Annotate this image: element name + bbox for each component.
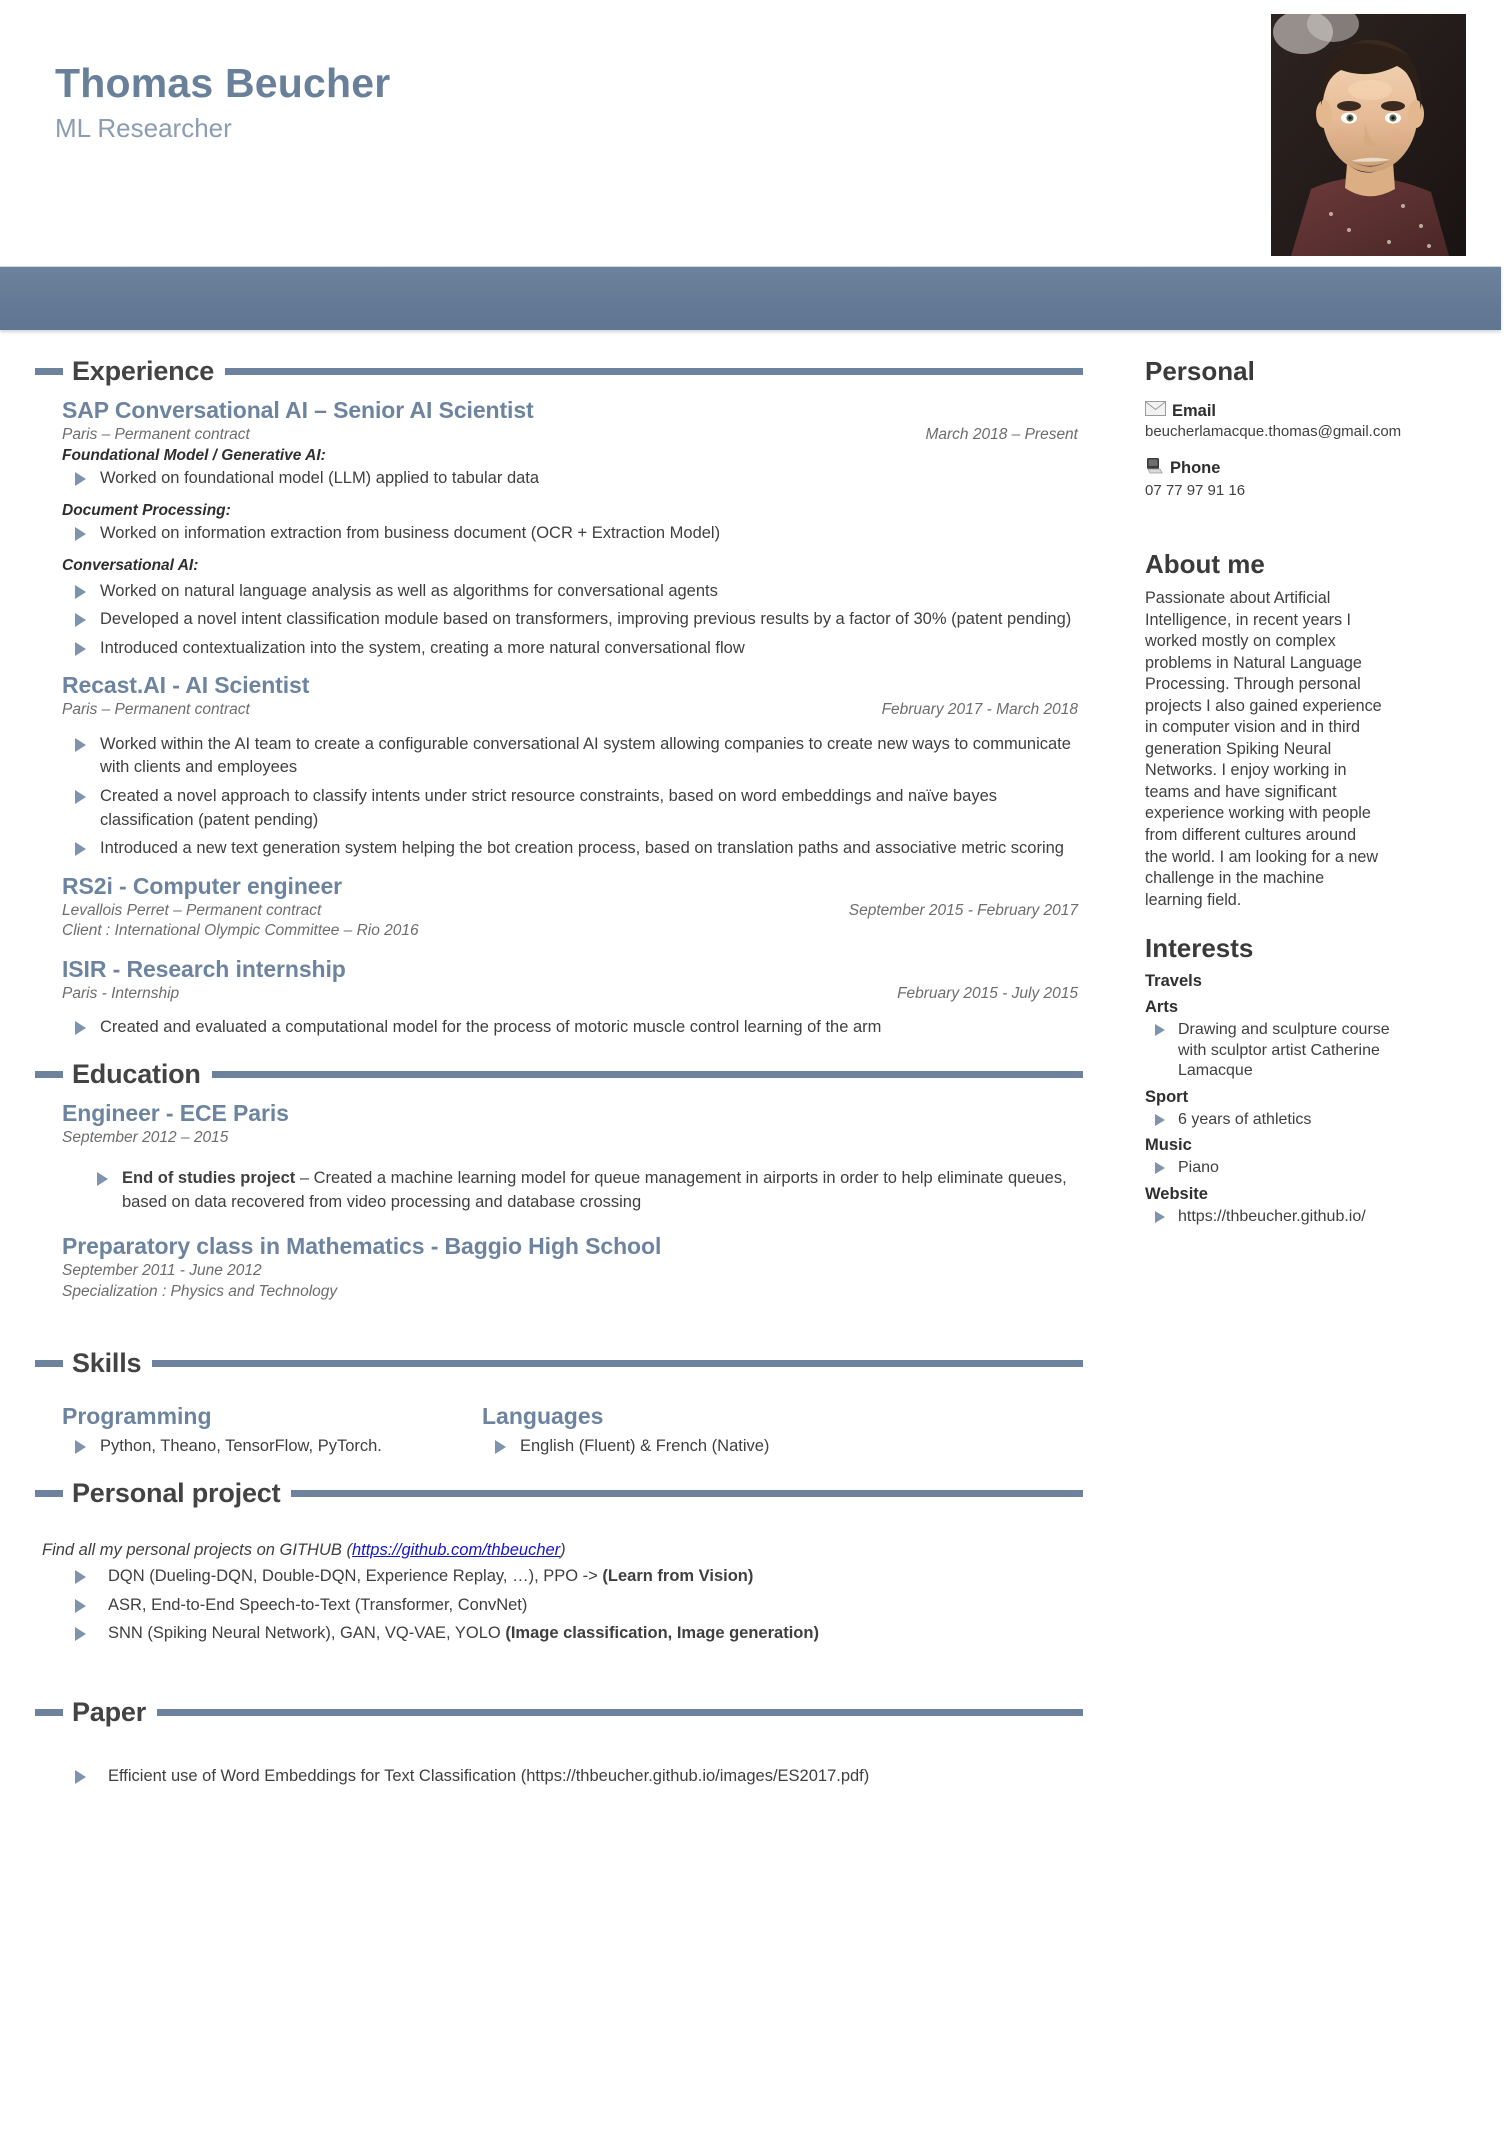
spacer [62, 1148, 1078, 1162]
github-intro-line [42, 1541, 1078, 1560]
interest-list [1145, 1158, 1475, 1178]
section-dash [35, 1490, 63, 1497]
experience-entry-rs2i [0, 873, 1100, 942]
phone-icon [1145, 457, 1164, 480]
list-item [62, 522, 1078, 546]
entry-group-label: Foundational Model / Generative AI: [62, 447, 326, 465]
interest-group-arts [1145, 998, 1475, 1081]
entry-title: ISIR - Research internship [62, 955, 346, 982]
entry-title: SAP Conversational AI – Senior AI Scientist [62, 397, 534, 423]
experience-entry-sap [0, 397, 1100, 660]
entry-bullet-list [62, 522, 1078, 546]
contact-email-label: Email [1172, 401, 1217, 420]
skills-heading: Programming [62, 1403, 212, 1430]
entry-dates: March 2018 – Present [925, 426, 1078, 443]
entry-dates: February 2017 - March 2018 [881, 701, 1078, 719]
section-rule [225, 368, 1083, 375]
section-rule [157, 1709, 1083, 1716]
section-header-paper [0, 1697, 1100, 1728]
interest-list [1145, 1110, 1475, 1130]
experience-entry-recast [0, 672, 1100, 860]
entry-dates: September 2011 - June 2012 [62, 1262, 262, 1280]
list-item-text: Introduced a new text generation system helping the bot creation process, based on translation paths and associative metric scoring [100, 839, 1064, 858]
page-header [0, 0, 1511, 266]
entry-meta [62, 984, 1078, 1004]
entry-bullet-list [62, 1016, 1078, 1040]
list-item [1145, 1207, 1408, 1227]
interest-group-website [1145, 1185, 1475, 1227]
skills-list [62, 1435, 482, 1459]
triangle-bullet-icon [97, 1172, 108, 1186]
contact-phone-block [1145, 457, 1475, 501]
skills-columns [0, 1403, 1100, 1464]
skills-column-languages [482, 1403, 902, 1464]
list-item [62, 1016, 1078, 1040]
entry-group-label: Document Processing: [62, 502, 231, 520]
sidebar-column [1145, 356, 1475, 1233]
entry-bullet-list [62, 580, 1078, 661]
envelope-icon [1145, 401, 1166, 421]
entry-dates: September 2015 - February 2017 [848, 901, 1078, 919]
section-dash [35, 1360, 63, 1367]
list-item-text: Worked on natural language analysis as well as algorithms for conversational agents [100, 581, 718, 600]
list-item [84, 1167, 1078, 1214]
entry-dates: September 2012 – 2015 [62, 1128, 229, 1146]
list-item [482, 1435, 902, 1459]
entry-location: Paris - Internship [62, 984, 180, 1002]
main-content-column [0, 356, 1100, 1793]
interest-label: Music [1145, 1136, 1192, 1155]
github-intro-suffix: ) [560, 1540, 566, 1559]
spacer [1145, 515, 1475, 549]
entry-dates: February 2015 - July 2015 [897, 984, 1078, 1002]
page-subtitle: ML Researcher [55, 113, 232, 143]
skills-column-programming [62, 1403, 482, 1464]
list-item [62, 837, 1078, 861]
section-title: Experience [72, 356, 215, 386]
contact-email-row [1145, 401, 1475, 421]
list-item [42, 1765, 1078, 1789]
triangle-bullet-icon [1155, 1114, 1165, 1126]
spacer [0, 1389, 1100, 1403]
entry-meta [62, 700, 1078, 720]
triangle-bullet-icon [75, 642, 86, 656]
triangle-bullet-icon [75, 1440, 86, 1454]
triangle-bullet-icon [1155, 1024, 1165, 1036]
list-item [1145, 1110, 1408, 1130]
list-item-text: – Created a machine learning model for queue management in airports in order to help eliminate queues, based on data recovered from video processing and database crossing [122, 1169, 1067, 1211]
triangle-bullet-icon [1155, 1211, 1165, 1223]
github-intro-prefix: Find all my personal projects on GITHUB ( [42, 1540, 352, 1559]
triangle-bullet-icon [75, 842, 86, 856]
list-item-text: Efficient use of Word Embeddings for Text Classification (https://thbeucher.github.io/images/ES2017.pdf) [108, 1766, 870, 1785]
list-item-text: Drawing and sculpture course with sculptor artist Catherine Lamacque [1178, 1021, 1390, 1080]
entry-title: Recast.AI - AI Scientist [62, 672, 310, 699]
skills-list [482, 1435, 902, 1459]
skills-heading: Languages [482, 1403, 604, 1430]
avatar [1271, 14, 1466, 256]
entry-meta [62, 901, 1078, 921]
triangle-bullet-icon [75, 1570, 86, 1584]
paper-body [0, 1738, 1100, 1789]
sidebar-heading-about: About me [1145, 549, 1265, 579]
list-item-bold-lead: End of studies project [122, 1169, 296, 1188]
section-dash [35, 368, 63, 375]
spacer [42, 1738, 1078, 1760]
list-item [42, 1622, 1078, 1646]
section-title: Skills [72, 1348, 142, 1379]
section-header-personal-project [0, 1478, 1100, 1509]
triangle-bullet-icon [75, 738, 86, 752]
list-item [1145, 1020, 1408, 1081]
github-link[interactable]: https://github.com/thbeucher [351, 1540, 561, 1559]
section-rule [212, 1071, 1083, 1078]
section-dash [35, 1071, 63, 1078]
entry-specialization: Specialization : Physics and Technology [62, 1282, 338, 1300]
list-item-text[interactable]: https://thbeucher.github.io/ [1178, 1207, 1366, 1225]
list-item-text: ASR, End-to-End Speech-to-Text (Transformer, ConvNet) [108, 1595, 528, 1614]
list-item-text: Worked on foundational model (LLM) applied to tabular data [100, 469, 540, 488]
page-title: Thomas Beucher [55, 60, 391, 106]
section-title: Education [72, 1058, 201, 1089]
list-item-text: Worked on information extraction from business document (OCR + Extraction Model) [100, 524, 721, 543]
profile-photo-illustration [1271, 14, 1466, 256]
interest-list [1145, 1020, 1475, 1081]
section-title: Personal project [72, 1477, 281, 1508]
list-item [1145, 1158, 1408, 1178]
list-item [62, 608, 1078, 632]
entry-bullet-list [62, 1167, 1078, 1214]
spacer [1145, 911, 1475, 933]
list-item-text: SNN (Spiking Neural Network), GAN, VQ-VAE, YOLO [108, 1624, 506, 1643]
spacer [0, 1651, 1100, 1697]
spacer [62, 721, 1078, 728]
list-item-text: 6 years of athletics [1178, 1110, 1312, 1128]
entry-title: Preparatory class in Mathematics - Baggio High School [62, 1233, 662, 1260]
spacer [0, 942, 1100, 956]
list-item [62, 1435, 482, 1459]
education-entry-ece [0, 1100, 1100, 1215]
experience-entry-isir [0, 956, 1100, 1040]
entry-location: Paris – Permanent contract [62, 701, 250, 719]
spacer [0, 1045, 1100, 1059]
education-entry-prepa [0, 1233, 1100, 1302]
spacer [1145, 991, 1475, 998]
list-item [42, 1565, 1078, 1589]
spacer [0, 1302, 1100, 1348]
triangle-bullet-icon [75, 1627, 86, 1641]
entry-location: Paris – Permanent contract [62, 426, 250, 443]
spacer [62, 548, 1078, 555]
list-item-text: Python, Theano, TensorFlow, PyTorch. [100, 1437, 382, 1456]
triangle-bullet-icon [75, 1021, 86, 1035]
spacer [0, 866, 1100, 873]
list-item [62, 637, 1078, 661]
section-header-education [0, 1059, 1100, 1090]
interest-group-music [1145, 1136, 1475, 1178]
entry-group-label: Conversational AI: [62, 556, 199, 574]
interest-label: Website [1145, 1184, 1208, 1203]
section-rule [291, 1490, 1083, 1497]
list-item-text: Created and evaluated a computational model for the process of motoric muscle control learning of the arm [100, 1018, 882, 1037]
list-item [42, 1594, 1078, 1618]
interest-group-sport [1145, 1088, 1475, 1130]
sidebar-heading-personal: Personal [1145, 356, 1255, 386]
triangle-bullet-icon [75, 585, 86, 599]
interest-label: Arts [1145, 998, 1179, 1017]
entry-bullet-list [62, 733, 1078, 861]
list-item [62, 785, 1078, 832]
triangle-bullet-icon [75, 1599, 86, 1613]
contact-phone-label: Phone [1170, 458, 1221, 477]
section-rule [152, 1360, 1083, 1367]
entry-location: Levallois Perret – Permanent contract [62, 901, 322, 919]
contact-email-block [1145, 401, 1475, 442]
spacer [62, 1004, 1078, 1011]
section-header-skills [0, 1348, 1100, 1379]
list-item-bold-tail: (Image classification, Image generation) [505, 1624, 819, 1643]
about-me-text: Passionate about Artificial Intelligence, in recent years I worked mostly on complex problems in Natural Language Processing. Through personal projects I also gained experience in computer vision and in third generation Spiking Neural Networks. I enjoy working in teams and have significant experience working with people from different cultures around the world. I am looking for a new challenge in the machine learning field. [1145, 589, 1382, 909]
contact-phone-row [1145, 457, 1475, 480]
triangle-bullet-icon [75, 1770, 86, 1784]
interest-list [1145, 1207, 1475, 1227]
list-item-text: Created a novel approach to classify intents under strict resource constraints, based on word embeddings and naïve bayes classification (patent pending) [100, 787, 998, 829]
spacer [42, 1519, 1078, 1541]
list-item-text: DQN (Dueling-DQN, Double-DQN, Experience Replay, …), PPO -> [108, 1566, 603, 1585]
list-item-text: Developed a novel intent classification module based on transformers, improving previous results by a factor of 30% (patent pending) [100, 610, 1072, 629]
interest-label: Travels [1145, 972, 1202, 991]
list-item [62, 580, 1078, 604]
entry-title: RS2i - Computer engineer [62, 872, 343, 899]
interest-label: Sport [1145, 1087, 1189, 1106]
section-title: Paper [72, 1696, 147, 1727]
list-item [62, 467, 1078, 491]
entry-meta [62, 425, 1078, 445]
entry-bullet-list [62, 467, 1078, 491]
contact-phone-value[interactable]: 07 77 97 91 16 [1145, 481, 1246, 499]
triangle-bullet-icon [495, 1440, 506, 1454]
list-item [62, 733, 1078, 780]
spacer [0, 1219, 1100, 1233]
list-item-text: English (Fluent) & French (Native) [520, 1437, 770, 1456]
triangle-bullet-icon [75, 472, 86, 486]
section-header-experience [0, 356, 1100, 387]
list-item-text: Worked within the AI team to create a configurable conversational AI system allowing companies to create new ways to communicate with clients and employees [100, 734, 1071, 777]
sidebar-heading-interests: Interests [1145, 933, 1254, 964]
list-item-text: Introduced contextualization into the system, creating a more natural conversational flow [100, 638, 745, 657]
entry-title: Engineer - ECE Paris [62, 1099, 289, 1126]
spacer [0, 1464, 1100, 1478]
header-banner-bar [0, 266, 1501, 330]
triangle-bullet-icon [75, 613, 86, 627]
list-item-text: Piano [1178, 1159, 1219, 1177]
triangle-bullet-icon [75, 527, 86, 541]
contact-email-value[interactable]: beucherlamacque.thomas@gmail.com [1145, 423, 1402, 440]
paper-list [42, 1765, 1078, 1789]
interest-group-travels [1145, 972, 1475, 991]
personal-project-list [42, 1565, 1078, 1646]
triangle-bullet-icon [75, 790, 86, 804]
spacer [62, 493, 1078, 500]
entry-client: Client : International Olympic Committee – Rio 2016 [62, 922, 419, 940]
spacer [0, 665, 1100, 672]
personal-project-body [0, 1519, 1100, 1646]
list-item-bold-tail: (Learn from Vision) [602, 1566, 754, 1585]
triangle-bullet-icon [1155, 1162, 1165, 1174]
section-dash [35, 1709, 63, 1716]
